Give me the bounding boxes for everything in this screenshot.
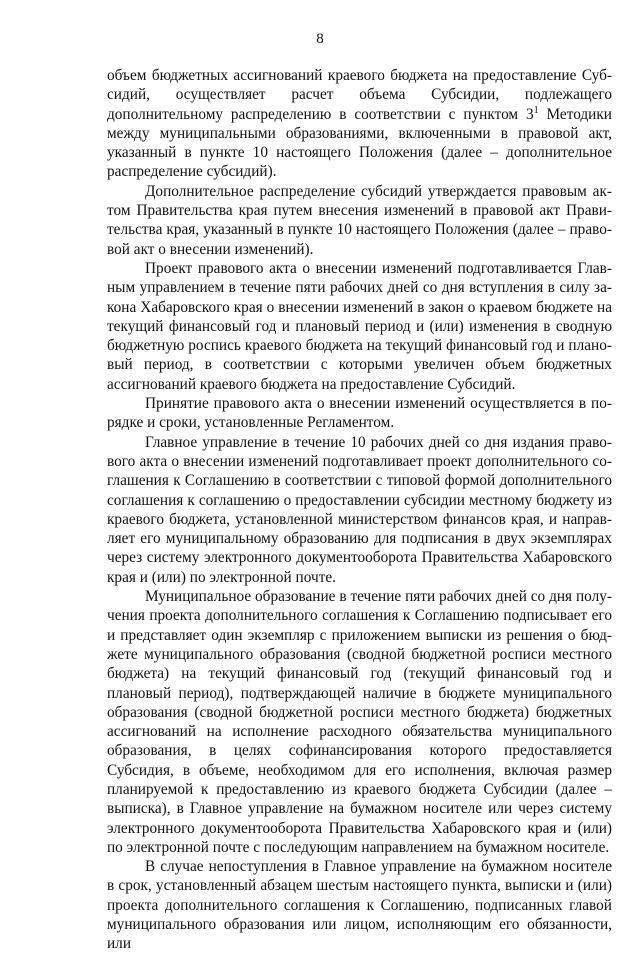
- paragraph-2: Дополнительное распределение субсидий утверждается правовым актом Правительства края путем внесения изменений в правовой акт Правительства края, указанный в пункте 10 настоящего Положения (далее – правовой акт о внесении изменений).: [107, 182, 612, 258]
- paragraph-1-text-start: объем бюджетных ассигнований краевого бюджета на предоставление Субсидий, осуществляет расчет объема Субсидии, подлежащего дополнительному распределению в соответствии с пунктом 3: [107, 67, 612, 123]
- paragraph-1: [107, 66, 612, 182]
- page-number: 8: [316, 31, 324, 47]
- paragraph-3: Проект правового акта о внесении изменений подготавливается Главным управлением в течение пяти рабочих дней со дня вступления в силу закона Хабаровского края о внесении изменений в закон о краевом бюджете на текущий финансовый год и плановый период и (или) изменения в сводную бюджетную роспись краевого бюджета на текущий финансовый год и плановый период, в соответствии с которыми увеличен объем бюджетных ассигнований краевого бюджета на предоставление Субсидий.: [107, 259, 612, 393]
- paragraph-4: Принятие правового акта о внесении изменений осуществляется в порядке и сроки, установленные Регламентом.: [107, 395, 612, 432]
- paragraph-5: Главное управление в течение 10 рабочих дней со дня издания правового акта о внесении изменений подготавливает проект дополнительного соглашения к Соглашению в соответствии с типовой формой дополнительного соглашения к соглашению о предоставлении субсидии местному бюджету из краевого бюджета, установленной министерством финансов края, и направляет его муниципальному образованию для подписания в двух экземплярах через систему электронного документооборота Правительства Хабаровского края и (или) по электронной почте.: [107, 433, 612, 586]
- paragraph-1-superscript: 1: [533, 104, 539, 116]
- document-body: [107, 66, 612, 954]
- paragraph-6: Муниципальное образование в течение пяти рабочих дней со дня получения проекта дополнительного соглашения к Соглашению подписывает его и представляет один экземпляр с приложением выписки из решения о бюджете муниципального образования (сводной бюджетной росписи местного бюджета) на текущий финансовый год (текущий финансовый год и плановый период), подтверждающей наличие в бюджете муниципального образования (сводной бюджетной росписи местного бюджета) бюджетных ассигнований на исполнение расходного обязательства муниципального образования, в целях софинансирования которого предоставляется Субсидия, в объеме, необходимом для его исполнения, включая размер планируемой к предоставлению из краевого бюджета Субсидии (далее – выписка), в Главное управление на бумажном носителе или через систему электронного документооборота Правительства Хабаровского края и (или) по электронной почте с последующим направлением на бумажном носителе.: [107, 588, 612, 856]
- paragraph-7: В случае непоступления в Главное управление на бумажном носителе в срок, установленный абзацем шестым настоящего пункта, выписки и (или) проекта дополнительного соглашения к Соглашению, подписанных главой муниципального образования или лицом, исполняющим его обязанности, или: [107, 858, 612, 953]
- paragraph-1-text-end: Методики между муниципальными образованиями, включенными в правовой акт, указанный в пункте 10 настоящего Положения (далее – дополнительное распределение субсидий).: [107, 105, 612, 181]
